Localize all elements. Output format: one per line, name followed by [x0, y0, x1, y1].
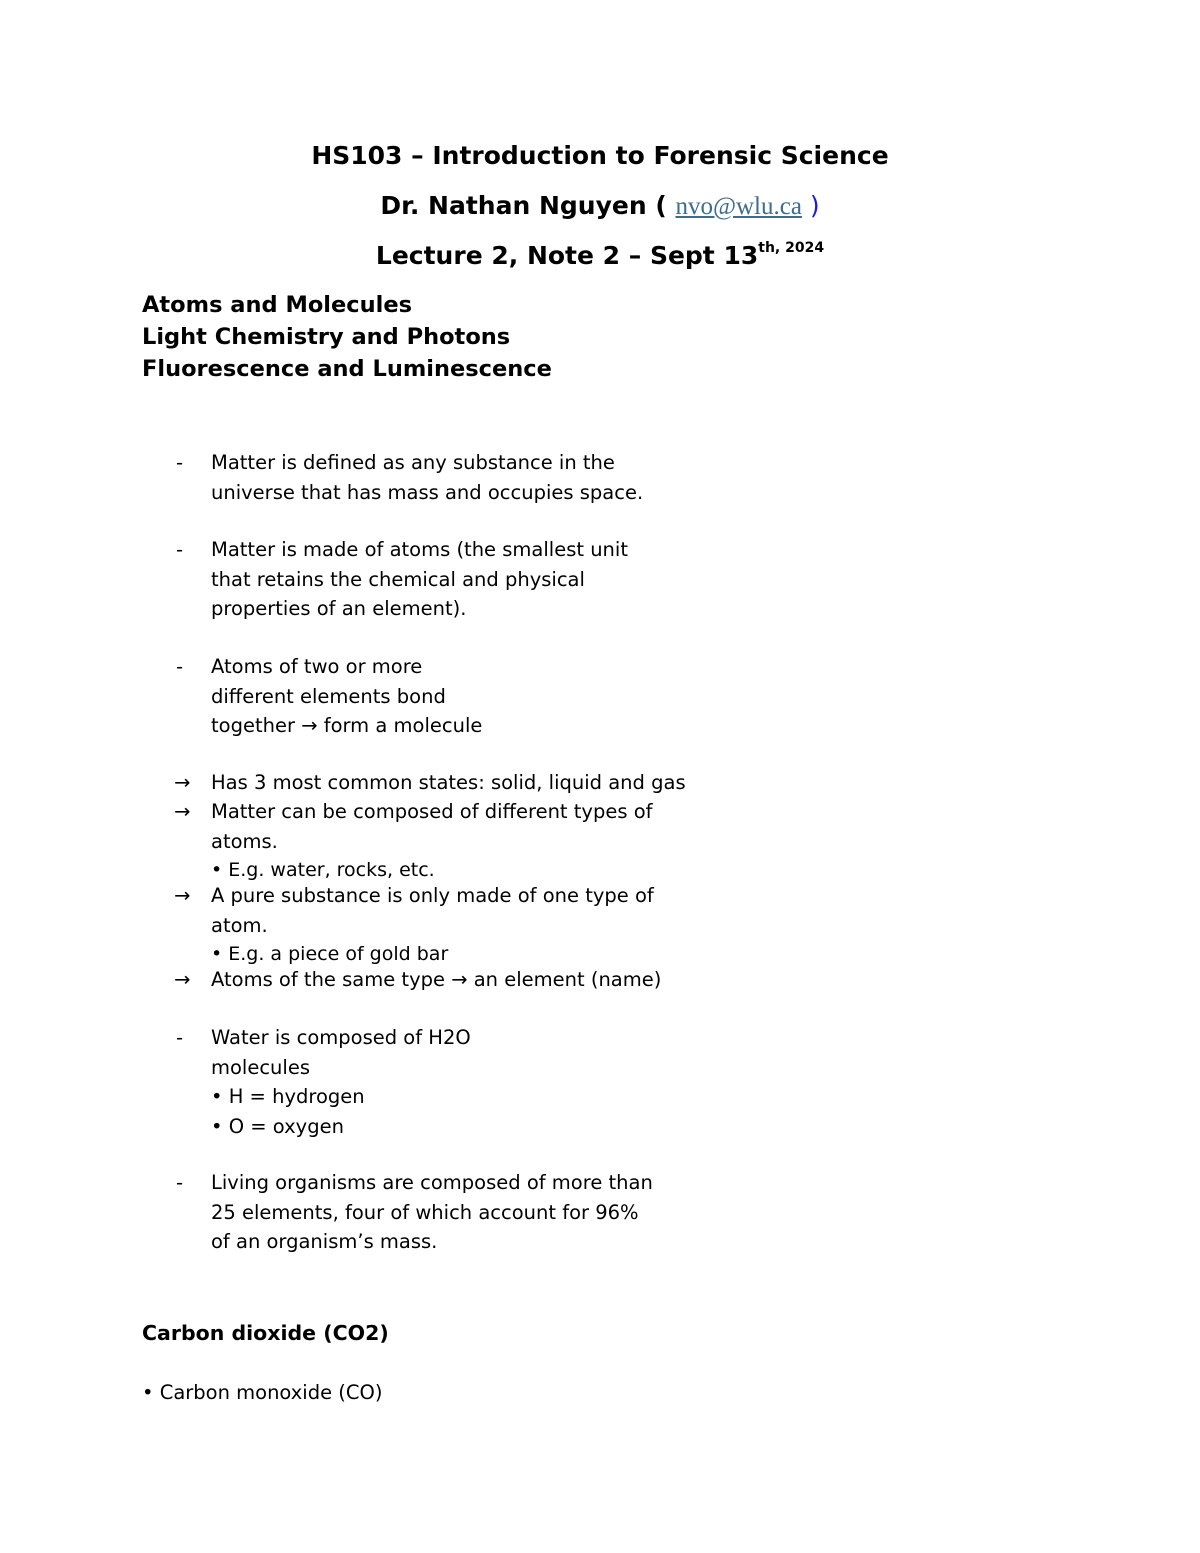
note-text	[211, 1168, 653, 1257]
arrow-marker-icon: →	[174, 800, 191, 823]
note-text	[211, 768, 686, 798]
lecture-label: Lecture 2, Note 2 – Sept 13	[375, 241, 759, 270]
dash-marker: -	[176, 655, 184, 678]
author-name: Dr. Nathan Nguyen (	[380, 191, 676, 220]
arrow-marker-icon: →	[174, 884, 191, 907]
note-text	[211, 881, 654, 968]
note-text	[211, 1023, 471, 1141]
note-line: molecules	[211, 1055, 310, 1079]
dash-marker: -	[176, 1026, 184, 1049]
email-link[interactable]: nvo@wlu.ca	[675, 193, 802, 220]
dash-marker: -	[176, 538, 184, 561]
arrow-marker-icon: →	[174, 771, 191, 794]
note-line: atom.	[211, 913, 268, 937]
note-text	[211, 535, 628, 624]
topic-heading: Fluorescence and Luminescence	[142, 356, 552, 382]
note-line: universe that has mass and occupies space.	[211, 480, 644, 504]
note-text	[211, 797, 653, 884]
note-text	[211, 652, 482, 741]
note-line: A pure substance is only made of one type of	[211, 884, 654, 907]
note-text	[211, 448, 643, 507]
author-line	[0, 190, 1200, 223]
note-line: • H = hydrogen	[211, 1085, 365, 1108]
note-line: • O = oxygen	[211, 1114, 344, 1138]
note-line: Matter is defined as any substance in the	[211, 451, 615, 474]
topic-heading: Atoms and Molecules	[142, 292, 412, 318]
example-bullet: • E.g. a piece of gold bar	[211, 943, 449, 965]
example-bullet: • E.g. water, rocks, etc.	[211, 859, 435, 881]
document-title: HS103 – Introduction to Forensic Science	[311, 141, 889, 170]
note-line: 25 elements, four of which account for 96%	[211, 1200, 639, 1224]
section-bullet: • Carbon monoxide (CO)	[142, 1381, 383, 1404]
topic-heading: Light Chemistry and Photons	[142, 324, 511, 350]
note-text	[211, 965, 661, 995]
note-line: that retains the chemical and physical	[211, 567, 585, 591]
note-line: Matter is made of atoms (the smallest unit	[211, 538, 628, 561]
note-line: properties of an element).	[211, 597, 467, 620]
note-line: Water is composed of H2O	[211, 1026, 471, 1049]
note-line: Has 3 most common states: solid, liquid and gas	[211, 771, 686, 794]
lecture-line	[0, 240, 1200, 272]
note-line: Matter can be composed of different types of	[211, 800, 653, 823]
author-suffix: )	[801, 191, 820, 220]
note-line: Atoms of two or more	[211, 655, 423, 678]
note-line: Living organisms are composed of more than	[211, 1171, 653, 1194]
note-line: atoms.	[211, 829, 278, 853]
dash-marker: -	[176, 1171, 184, 1194]
note-line: together → form a molecule	[211, 714, 483, 737]
arrow-marker-icon: →	[174, 968, 191, 991]
note-line: Atoms of the same type → an element (name)	[211, 968, 662, 991]
note-line: different elements bond	[211, 684, 446, 708]
section-heading: Carbon dioxide (CO2)	[142, 1321, 389, 1345]
lecture-date-superscript: th, 2024	[758, 240, 825, 256]
dash-marker: -	[176, 451, 184, 474]
note-line: of an organism’s mass.	[211, 1230, 438, 1253]
